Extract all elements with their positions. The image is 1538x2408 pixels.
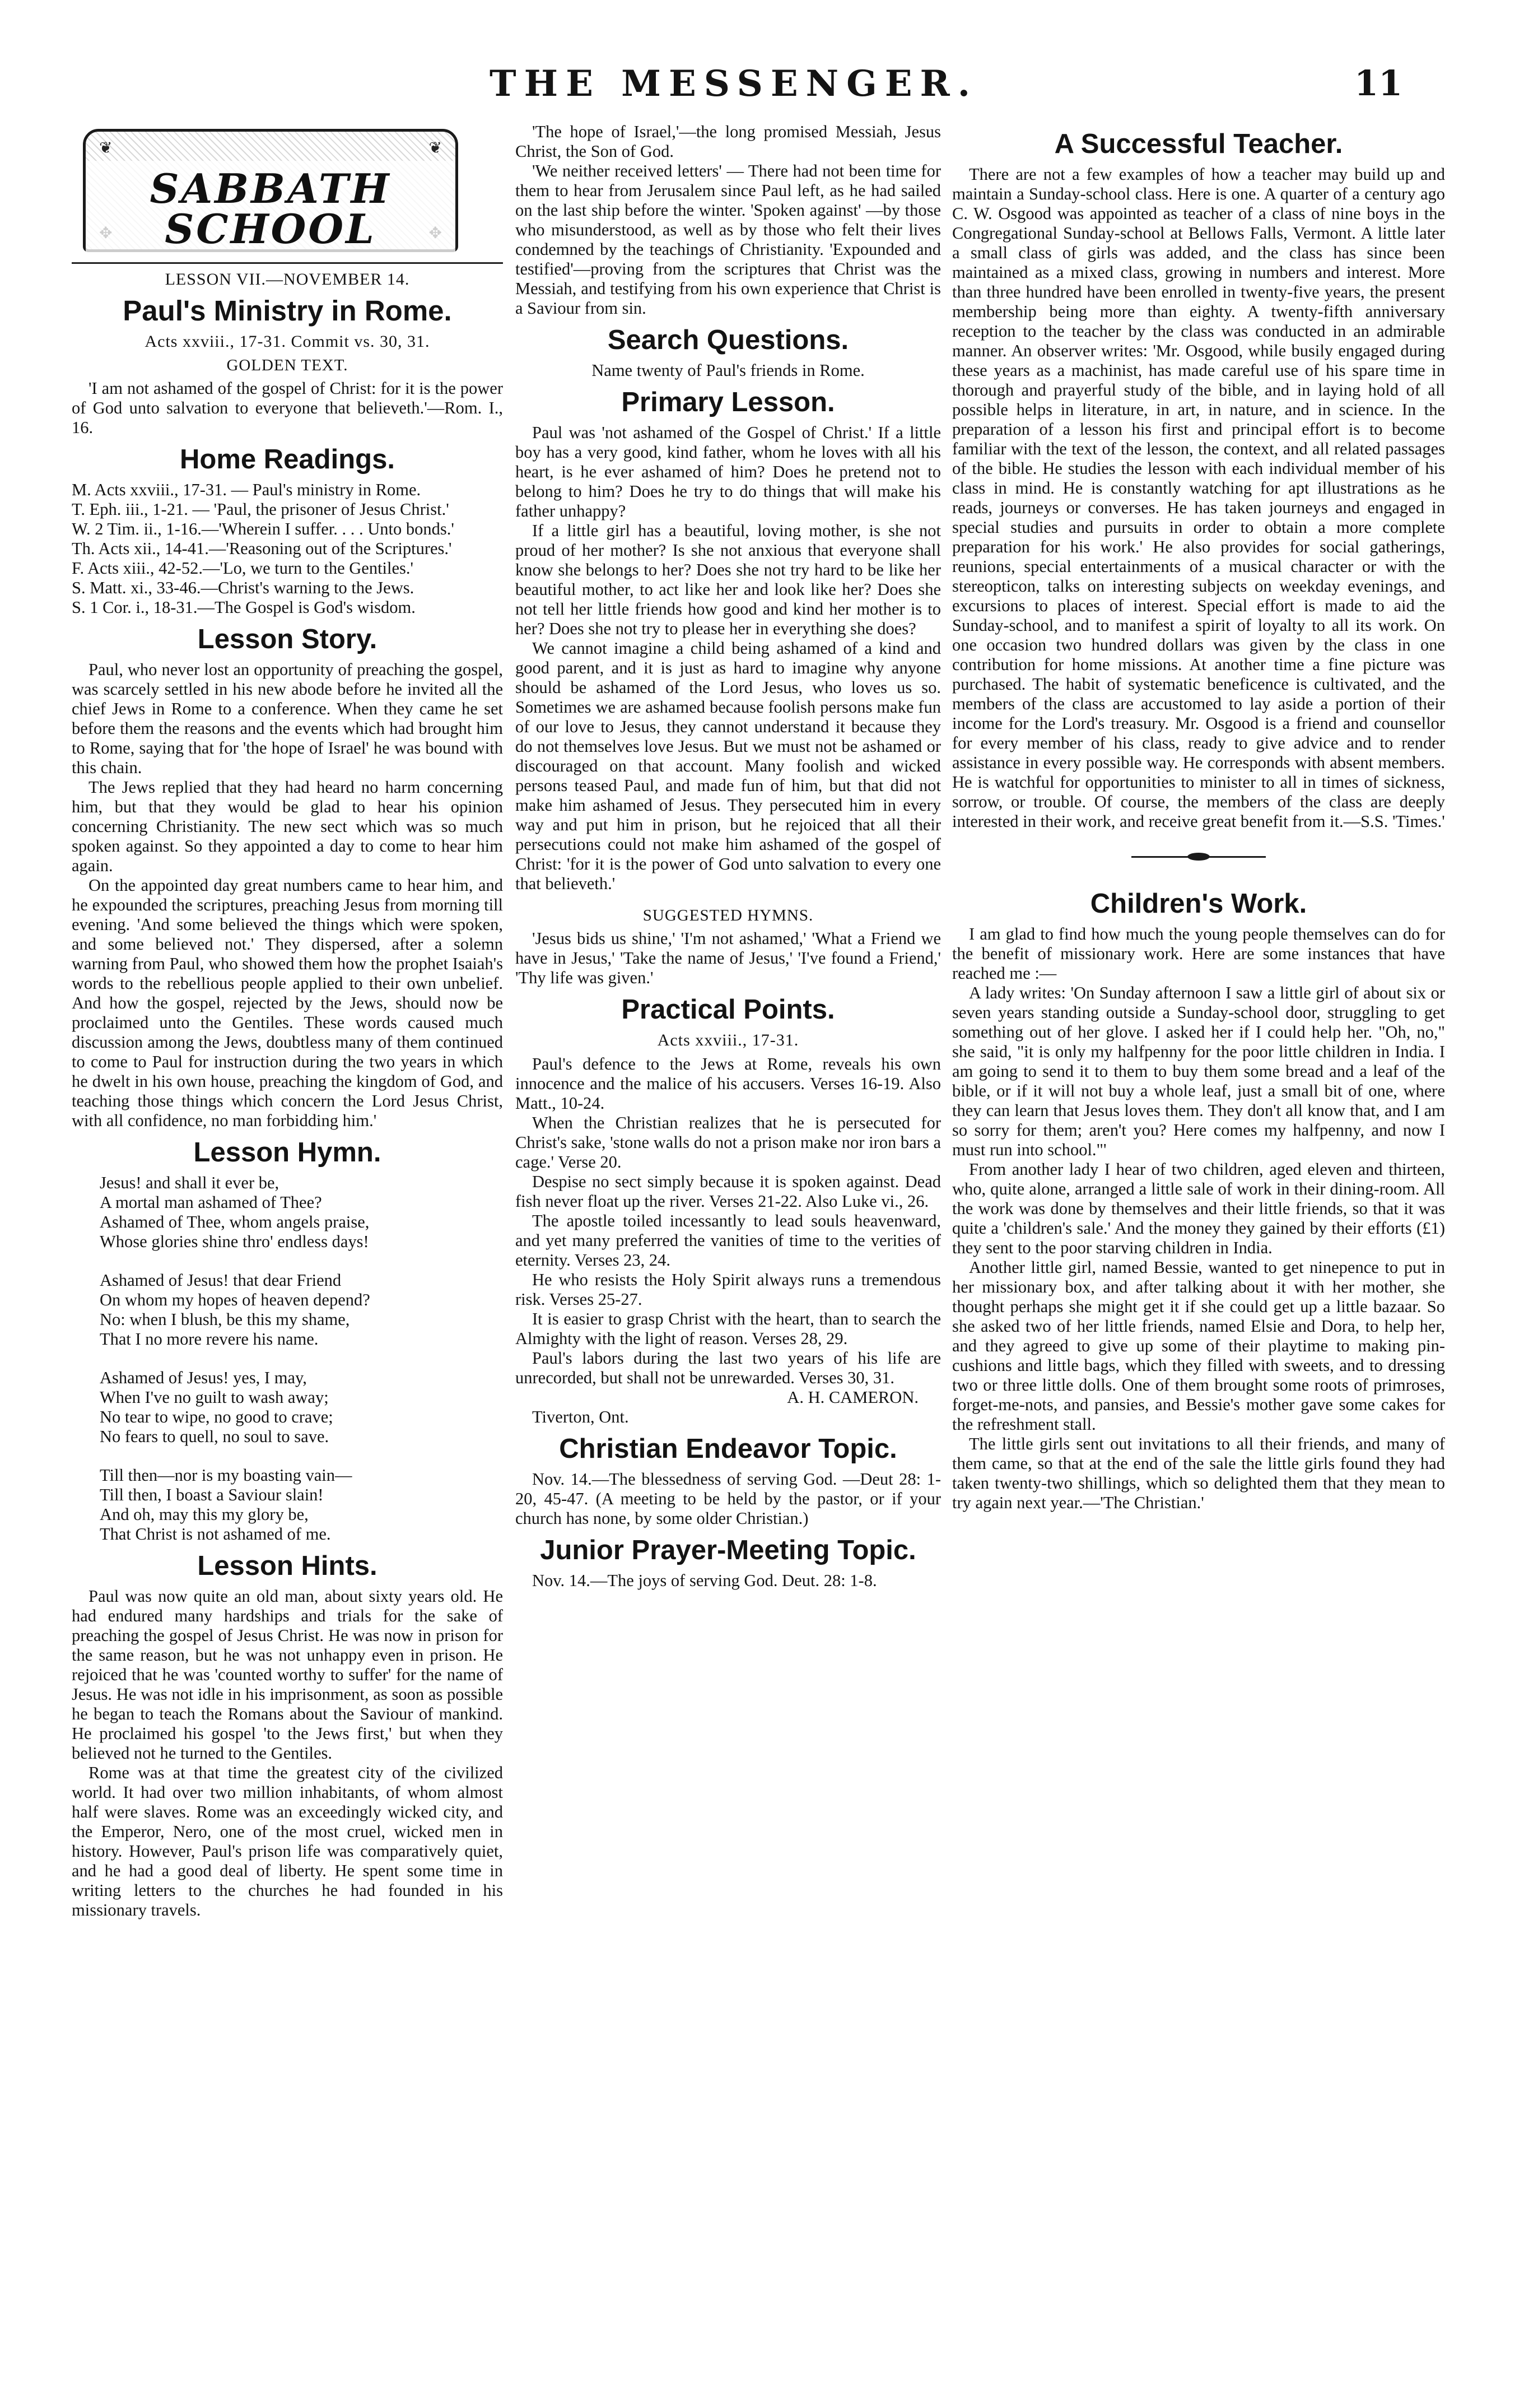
primary-lesson-heading: Primary Lesson.	[621, 387, 835, 417]
hymn-line: No: when I blush, be this my shame,	[100, 1310, 350, 1329]
suggested-hymns-text: 'Jesus bids us shine,' 'I'm not ashamed,' 'What a Friend we have in Jesus,' 'Take the name of Jesus,' 'I've found a Friend,' 'Thy life was given.'	[515, 929, 941, 987]
primary-paragraph: If a little girl has a beautiful, loving mother, is she not proud of her mother? Is she not anxious that everyone shall know she belongs to her? Does she not try hard to be like her beautiful mother, to act like her and look like her? Does she not tell her little friends how good and kind her mother is to her? Does she not try to please her in everything she does?	[515, 521, 941, 638]
hymn-line: Ashamed of Jesus! yes, I may,	[100, 1368, 307, 1387]
christian-endeavor-text: Nov. 14.—The blessedness of serving God. —Deut 28: 1-20, 45-47. (A meeting to be held by the pastor, or if your church has none, by some older Christian.)	[515, 1470, 941, 1528]
ornament-icon: ❦	[428, 140, 442, 157]
newspaper-title: THE MESSENGER.	[490, 63, 978, 105]
junior-prayer-text: Nov. 14.—The joys of serving God. Deut. 28: 1-8.	[532, 1571, 877, 1590]
practical-point: The apostle toiled incessantly to lead souls heavenward, and yet many preferred the vanities of time to the verities of eternity. Verses 23, 24.	[515, 1211, 941, 1270]
hymn-line: That Christ is not ashamed of me.	[100, 1524, 331, 1544]
page-number: 11	[1354, 63, 1403, 104]
childrens-work-paragraph: Another little girl, named Bessie, wanted to get ninepence to put in her missionary box, and after talking about it with her mother, she thought perhaps she might get it if she could get up a little bazaar. So she asked two of her little friends, named Elsie and Dora, to help her, and they agreed to give up some of their playtime to making pin-cushions and little bags, which they filled with sweets, and to dressing two or three little dolls. One of them brought some roots of primroses, forget-me-nots, and pansies, and Bessie's mother gave some cakes for the refreshment stall.	[952, 1258, 1445, 1434]
primary-paragraph: Paul was 'not ashamed of the Gospel of Christ.' If a little boy has a very good, kind father, whom he loves with all his heart, is he ever ashamed of him? Does he pretend not to belong to him? Does he try to do things that will make his father unhappy?	[515, 423, 941, 520]
hints-paragraph: Rome was at that time the greatest city of the civilized world. It had over two million inhabitants, of whom almost half were slaves. Rome was an exceedingly wicked city, and the Emperor, Nero, one of the most cruel, wicked men in history. However, Paul's prison life was comparatively quiet, and he had a good deal of liberty. He spent some time in writing letters to the churches he had founded in his missionary travels.	[72, 1763, 503, 1919]
hymn-line: Ashamed of Jesus! that dear Friend	[100, 1271, 342, 1290]
reading-item: W. 2 Tim. ii., 1-16.—'Wherein I suffer. . . . Unto bonds.'	[72, 519, 454, 538]
hymn-line: No tear to wipe, no good to crave;	[100, 1407, 333, 1426]
hymn-line: On whom my hopes of heaven depend?	[100, 1290, 370, 1309]
column-left	[72, 129, 503, 1920]
hymn-line: Till then, I boast a Saviour slain!	[100, 1485, 324, 1504]
hints-paragraph: 'We neither received letters' — There had not been time for them to hear from Jerusalem since Paul left, as he had sailed on the last ship before the winter. 'Spoken against' —by those who misunderstood, as well as by those who felt their lives condemned by the teachings of Christianity. 'Expounded and testified'—proving from the scriptures that Christ was the Messiah, and testifying from his own experience that Christ is a Saviour from sin.	[515, 161, 941, 318]
suggested-hymns-heading: SUGGESTED HYMNS.	[642, 907, 814, 924]
hymn-line: And oh, may this my glory be,	[100, 1505, 309, 1524]
childrens-work-paragraph: A lady writes: 'On Sunday afternoon I saw a little girl of about six or seven years standing outside a Sunday-school door, struggling to get something out of her glove. I asked her if I could help her. "Oh, no," she said, "it is only my halfpenny for the poor little children in India. I am going to send it to them to buy them some bread and a leaf of the bible, or if it will not buy a whole leaf, just a small bit of one, where they can learn that Jesus loves them. They don't all know that, and I am so sorry for them; aren't you? Here comes my halfpenny, and now I must run into school."'	[952, 983, 1445, 1159]
primary-paragraph: We cannot imagine a child being ashamed of a kind and good parent, and it is just as hard to imagine why anyone should be ashamed of the Lord Jesus, who loves us so. Sometimes we are ashamed because foolish persons make fun of our love to Jesus, they cannot understand it because they do not themselves love Jesus. But we must not be ashamed or discouraged on that account. Many foolish and wicked persons teased Paul, and made fun of him, but that did not make him ashamed of Jesus. They persecuted him in every way and put him in prison, but he rejoiced that all their persecutions could not make him ashamed of the gospel of Christ: 'for it is the power of God unto salvation to every one that believeth.'	[515, 639, 941, 893]
hymn-stanza	[100, 1271, 503, 1349]
lesson-hymn-heading: Lesson Hymn.	[193, 1137, 381, 1168]
practical-point: He who resists the Holy Spirit always runs a tremendous risk. Verses 25-27.	[515, 1270, 941, 1309]
hymn-line: That I no more revere his name.	[100, 1329, 319, 1349]
lesson-number: LESSON VII.—NOVEMBER 14.	[165, 270, 410, 289]
golden-text-heading: GOLDEN TEXT.	[226, 356, 348, 374]
ornamental-divider	[1131, 852, 1266, 862]
lesson-hints-heading: Lesson Hints.	[197, 1551, 377, 1581]
column-middle	[515, 122, 941, 1591]
hymn-verses	[72, 1173, 503, 1544]
lesson-title: Paul's Ministry in Rome.	[123, 295, 452, 327]
hymn-stanza	[100, 1368, 503, 1447]
childrens-work-paragraph: I am glad to find how much the young people themselves can do for the benefit of missionary work. Here are some instances that have reached me :—	[952, 924, 1445, 983]
reading-item: F. Acts xiii., 42-52.—'Lo, we turn to the Gentiles.'	[72, 559, 414, 578]
successful-teacher-heading: A Successful Teacher.	[1054, 129, 1343, 159]
practical-point: Paul's labors during the last two years of his life are unrecorded, but shall not be unrewarded. Verses 30, 31.	[515, 1349, 941, 1387]
hymn-stanza	[100, 1173, 503, 1252]
reading-item: S. 1 Cor. i., 18-31.—The Gospel is God's wisdom.	[72, 598, 416, 617]
search-questions-heading: Search Questions.	[607, 325, 849, 355]
reading-item: T. Eph. iii., 1-21. — 'Paul, the prisoner of Jesus Christ.'	[72, 500, 449, 519]
story-paragraph: The Jews replied that they had heard no harm concerning him, but that they would be glad to hear his opinion concerning Christianity. The new sect which was so much spoken against. So they appointed a day to come to hear him again.	[72, 778, 503, 875]
hints-paragraph: Paul was now quite an old man, about sixty years old. He had endured many hardships and trials for the sake of preaching the gospel of Jesus Christ. He was now in prison for the same reason, but he was not unhappy even in prison. He rejoiced that he was 'counted worthy to suffer' for the name of Jesus. He was not idle in his imprisonment, as soon as possible he began to teach the Romans about the Saviour of mankind. He proclaimed his gospel 'to the Jews first,' but when they believed not he turned to the Gentiles.	[72, 1587, 503, 1763]
hints-paragraph: 'The hope of Israel,'—the long promised Messiah, Jesus Christ, the Son of God.	[515, 122, 941, 161]
reading-item: S. Matt. xi., 33-46.—Christ's warning to the Jews.	[72, 578, 414, 597]
sabbath-school-logo	[83, 129, 458, 252]
lesson-reference: Acts xxviii., 17-31. Commit vs. 30, 31.	[145, 332, 430, 351]
practical-point: Despise no sect simply because it is spoken against. Dead fish never float up the river. Verses 21-22. Also Luke vi., 26.	[515, 1172, 941, 1211]
lesson-story-heading: Lesson Story.	[197, 624, 377, 654]
author-signature: A. H. CAMERON.	[787, 1388, 919, 1407]
reading-item: M. Acts xxviii., 17-31. — Paul's ministry in Rome.	[72, 480, 421, 499]
hymn-line: Ashamed of Thee, whom angels praise,	[100, 1212, 370, 1231]
hymn-line: A mortal man ashamed of Thee?	[100, 1193, 322, 1212]
ornament-icon: ❦	[99, 140, 113, 157]
practical-points-heading: Practical Points.	[621, 994, 835, 1025]
column-right	[952, 122, 1445, 1513]
author-location: Tiverton, Ont.	[532, 1407, 629, 1426]
story-paragraph: On the appointed day great numbers came to hear him, and he expounded the scriptures, preaching Jesus from morning till evening. 'And some believed the things which were spoken, and some believed not.' They dispersed, after a solemn warning from Paul, who showed them how the prophet Isaiah's words to the rebellious people applied to their own unbelief. And how the gospel, rejected by the Jews, should now be proclaimed unto the Gentiles. These words caused much discussion among the Jews, doubtless many of them continued to come to Paul for instruction during the two years in which he dwelt in his own house, preaching the kingdom of God, and teaching those things which concern the Lord Jesus Christ, with all confidence, no man forbidding him.'	[72, 876, 503, 1130]
hymn-line: When I've no guilt to wash away;	[100, 1388, 329, 1407]
story-paragraph: Paul, who never lost an opportunity of preaching the gospel, was scarcely settled in his new abode before he invited all the chief Jews in Rome to a conference. When they came he set before them the reasons and the events which had brought him to Rome, saying that for 'the hope of Israel' he was bound with this chain.	[72, 660, 503, 777]
practical-point: When the Christian realizes that he is persecuted for Christ's sake, 'stone walls do not a prison make nor iron bars a cage.' Verse 20.	[515, 1113, 941, 1172]
golden-text: 'I am not ashamed of the gospel of Christ: for it is the power of God unto salvation to everyone that believeth.'—Rom. I., 16.	[72, 379, 503, 437]
practical-points-reference: Acts xxviii., 17-31.	[657, 1031, 799, 1049]
divider	[72, 262, 503, 264]
logo-lettering: SABBATH SCHOOL	[86, 161, 455, 257]
search-questions-text: Name twenty of Paul's friends in Rome.	[591, 361, 865, 380]
reading-item: Th. Acts xii., 14-41.—'Reasoning out of the Scriptures.'	[72, 539, 452, 558]
childrens-work-paragraph: The little girls sent out invitations to all their friends, and many of them came, so that at the end of the sale the little girls found they had taken twenty-two shillings, which so delighted them that they mean to try again next year.—'The Christian.'	[952, 1434, 1445, 1512]
masthead	[0, 0, 1538, 118]
christian-endeavor-heading: Christian Endeavor Topic.	[559, 1434, 897, 1464]
hymn-line: Till then—nor is my boasting vain—	[100, 1466, 352, 1485]
home-readings-list	[72, 480, 503, 617]
practical-point: Paul's defence to the Jews at Rome, reveals his own innocence and the malice of his accusers. Verses 16-19. Also Matt., 10-24.	[515, 1054, 941, 1113]
childrens-work-paragraph: From another lady I hear of two children, aged eleven and thirteen, who, quite alone, arranged a little sale of work in their dining-room. All the work was done by themselves and their little friends, so that it was quite a 'children's sale.' And the money they gained by their efforts (£1) they sent to the poor starving children in India.	[952, 1160, 1445, 1257]
home-readings-heading: Home Readings.	[180, 444, 395, 475]
hymn-line: No fears to quell, no soul to save.	[100, 1427, 329, 1446]
hymn-line: Whose glories shine thro' endless days!	[100, 1232, 369, 1251]
hymn-stanza	[100, 1466, 503, 1544]
hymn-line: Jesus! and shall it ever be,	[100, 1173, 279, 1192]
childrens-work-heading: Children's Work.	[1090, 889, 1307, 919]
successful-teacher-text: There are not a few examples of how a teacher may build up and maintain a Sunday-school class. Here is one. A quarter of a century ago C. W. Osgood was appointed as teacher of a class of nine boys in the Congregational Sunday-school at Bellows Falls, Vermont. A little later a small class of girls was added, and the class has since been maintained as a mixed class, growing in numbers and interest. More than three hundred have been enrolled in twenty-five years, the present membership being more than eighty. A twenty-fifth anniversary reception to the teacher by the class was conducted in an admirable manner. An observer writes: 'Mr. Osgood, while busily engaged during these years as a machinist, has made careful use of his spare time in thorough and prayerful study of the bible, and in laying hold of all possible helps in literature, in art, in nature, and in science. In the preparation of a lesson his first and principal effort is to become familiar with the text of the lesson, the context, and all related passages of the bible. He studies the lesson with each individual member of his class in mind. He is constantly watching for apt illustrations as he reads, journeys or converses. He has taken journeys and engaged in special studies and pursuits in order to obtain a more complete preparation for his work.' He also provides for social gatherings, reunions, special entertainments of a musical character or with the stereopticon, talks on interesting subjects on weekday evenings, and excursions to places of interest. Special effort is made to aid the Sunday-school, and to manifest a spirit of loyalty to all its work. On one occasion two hundred dollars was given by the class in one contribution for home missions. At another time a fine picture was purchased. The habit of systematic beneficence is cultivated, and the members of the class are accustomed to lay aside a portion of their income for the Lord's treasury. Mr. Osgood is a friend and counsellor for every member of his class, ready to give advice and to render assistance in every possible way. He corresponds with absent members. He is watchful for opportunities to minister to all in times of sickness, sorrow, or trouble. Of course, the members of the class are deeply interested in their work, and receive great benefit from it.—S.S. 'Times.'	[952, 165, 1445, 831]
junior-prayer-heading: Junior Prayer-Meeting Topic.	[540, 1535, 916, 1565]
practical-point: It is easier to grasp Christ with the heart, than to search the Almighty with the light of reason. Verses 28, 29.	[515, 1309, 941, 1348]
